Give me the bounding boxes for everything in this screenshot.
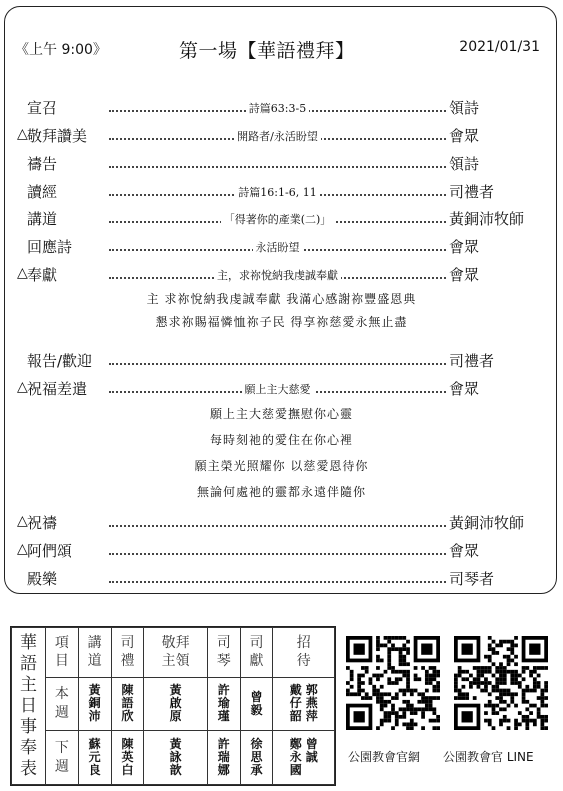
person-name: 曾毅 bbox=[250, 689, 263, 717]
person-name: 戴仔韶 bbox=[289, 683, 302, 724]
week-label: 下週 bbox=[46, 731, 79, 785]
order-item-role: 司禮者 bbox=[449, 352, 495, 370]
order-item-role: 領詩 bbox=[449, 99, 480, 117]
table-cell bbox=[273, 731, 335, 785]
congregation-stand-mark: △ bbox=[17, 541, 28, 557]
order-item-name: 祝禱 bbox=[27, 514, 58, 532]
order-item bbox=[5, 566, 558, 590]
order-item-content: 開路者/永活盼望 bbox=[109, 128, 446, 144]
qr-caption-line: 公園教會官 LINE bbox=[443, 750, 534, 764]
blessing-lyric-line: 願主榮光照耀你 以慈愛恩待你 bbox=[194, 459, 369, 473]
order-item bbox=[5, 206, 558, 230]
order-item-name: 宣召 bbox=[27, 99, 58, 117]
order-item-content: 永活盼望 bbox=[109, 239, 446, 255]
table-row bbox=[12, 731, 335, 785]
table-cell bbox=[207, 677, 240, 731]
roster-title: 華語主日事奉表 bbox=[12, 628, 46, 785]
order-item-content: 主，求祢悅納我虔誠奉獻 bbox=[109, 267, 446, 283]
order-item-content: 詩篇16:1-6, 11 bbox=[109, 184, 446, 200]
worship-program-frame bbox=[4, 6, 557, 594]
table-cell bbox=[144, 731, 208, 785]
order-item-name: 讀經 bbox=[27, 183, 58, 201]
blessing-lyric-line: 願上主大慈愛撫慰你心靈 bbox=[209, 407, 353, 421]
table-cell bbox=[207, 731, 240, 785]
congregation-stand-mark: △ bbox=[17, 513, 28, 529]
order-item bbox=[5, 538, 558, 562]
header-usher: 招待 bbox=[273, 628, 335, 678]
congregation-stand-mark: △ bbox=[17, 379, 28, 395]
table-cell bbox=[111, 731, 144, 785]
order-item-name: 回應詩 bbox=[27, 238, 73, 256]
order-item-content: 「得著你的產業(二)」 bbox=[109, 211, 446, 227]
dotted-leader bbox=[109, 553, 446, 555]
header-item: 項目 bbox=[46, 628, 79, 678]
order-item bbox=[5, 376, 558, 400]
table-cell bbox=[240, 677, 273, 731]
order-item-role: 黃銅沛牧師 bbox=[449, 514, 525, 532]
order-item-role: 司禮者 bbox=[449, 183, 495, 201]
person-name: 許瑜瑾 bbox=[217, 683, 230, 724]
dotted-leader bbox=[109, 363, 446, 365]
order-item-name: 阿們頌 bbox=[27, 542, 73, 560]
person-name: 郭燕萍 bbox=[305, 683, 318, 724]
offering-lyric-line: 主 求祢悅納我虔誠奉獻 我滿心感謝祢豐盛恩典 bbox=[146, 292, 417, 306]
order-item-role: 司琴者 bbox=[449, 570, 495, 588]
order-item-name: 禱告 bbox=[27, 155, 58, 173]
person-name: 許瑞娜 bbox=[217, 737, 230, 778]
congregation-stand-mark: △ bbox=[17, 126, 28, 142]
order-item-name: 奉獻 bbox=[27, 266, 58, 284]
order-item-content: 詩篇63:3-5 bbox=[109, 100, 446, 116]
header-preach: 講道 bbox=[78, 628, 111, 678]
person-name: 蘇元良 bbox=[88, 737, 101, 778]
person-name: 徐思承 bbox=[250, 737, 263, 778]
order-item-name: 報告/歡迎 bbox=[27, 352, 93, 370]
person-name: 曾誠 bbox=[305, 737, 318, 765]
order-item-name: 殿樂 bbox=[27, 570, 58, 588]
table-cell bbox=[78, 677, 111, 731]
order-item bbox=[5, 234, 558, 258]
person-name: 黃詠歆 bbox=[169, 737, 182, 778]
service-date: 2021/01/31 bbox=[459, 39, 540, 55]
blessing-lyric-line: 每時刻祂的愛住在你心裡 bbox=[209, 433, 353, 447]
order-item-role: 黃銅沛牧師 bbox=[449, 210, 525, 228]
table-cell bbox=[273, 677, 335, 731]
offering-lyric-line: 懇求祢賜福憐恤祢子民 得享祢慈愛永無止盡 bbox=[155, 315, 408, 329]
header-pianist: 司琴 bbox=[207, 628, 240, 678]
table-cell bbox=[144, 677, 208, 731]
order-item-role: 領詩 bbox=[449, 155, 480, 173]
person-name: 陳語欣 bbox=[121, 683, 134, 724]
qr-code-icon[interactable] bbox=[454, 636, 548, 730]
order-item bbox=[5, 95, 558, 119]
order-item bbox=[5, 123, 558, 147]
qr-code-icon[interactable] bbox=[346, 636, 440, 730]
page-title: 第一場【華語禮拜】 bbox=[179, 40, 355, 62]
order-item-role: 會眾 bbox=[449, 238, 480, 256]
qr-caption-website: 公園教會官網 bbox=[348, 750, 421, 764]
table-cell bbox=[111, 677, 144, 731]
order-item-content: 願上主大慈愛 bbox=[109, 381, 446, 397]
order-item bbox=[5, 151, 558, 175]
congregation-stand-mark: △ bbox=[17, 265, 28, 281]
blessing-lyric-line: 無論何處祂的靈都永遠伴隨你 bbox=[196, 485, 366, 499]
order-item-name: 講道 bbox=[27, 210, 58, 228]
order-item-name: 祝福差遣 bbox=[27, 380, 88, 398]
table-cell bbox=[240, 731, 273, 785]
table-row bbox=[12, 677, 335, 731]
dotted-leader bbox=[109, 581, 446, 583]
header-liturgist: 司禮 bbox=[111, 628, 144, 678]
dotted-leader bbox=[109, 525, 446, 527]
order-item bbox=[5, 262, 558, 286]
order-item-role: 會眾 bbox=[449, 266, 480, 284]
dotted-leader bbox=[109, 166, 446, 168]
header-worship-leader: 敬拜主領 bbox=[144, 628, 208, 678]
order-item bbox=[5, 179, 558, 203]
order-item-role: 會眾 bbox=[449, 380, 480, 398]
person-name: 黃銅沛 bbox=[88, 683, 101, 724]
order-item bbox=[5, 510, 558, 534]
table-cell bbox=[78, 731, 111, 785]
person-name: 鄭永國 bbox=[289, 737, 302, 778]
order-item-name: 敬拜讚美 bbox=[27, 127, 88, 145]
week-label: 本週 bbox=[46, 677, 79, 731]
person-name: 陳英白 bbox=[121, 737, 134, 778]
order-item-role: 會眾 bbox=[449, 127, 480, 145]
service-time: 《上午 9:00》 bbox=[15, 42, 107, 58]
order-item-role: 會眾 bbox=[449, 542, 480, 560]
header-offering: 司獻 bbox=[240, 628, 273, 678]
order-item bbox=[5, 348, 558, 372]
person-name: 黃啟原 bbox=[169, 683, 182, 724]
duty-roster-table bbox=[10, 626, 336, 786]
